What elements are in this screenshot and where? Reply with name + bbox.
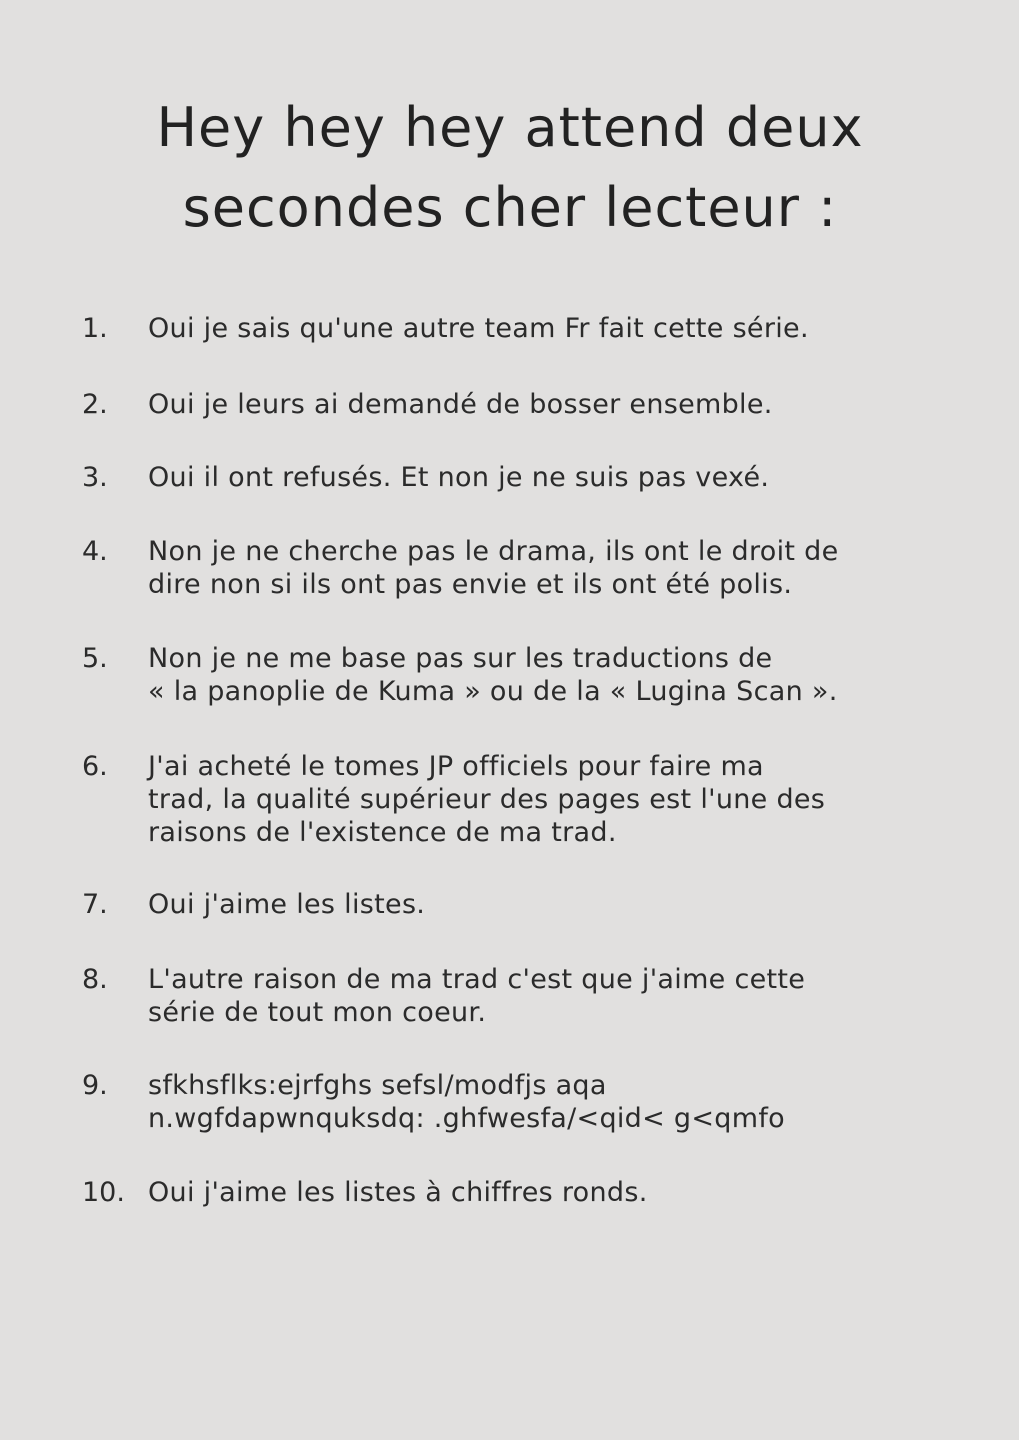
- list-item-text: Oui je leurs ai demandé de bosser ensemble.: [148, 389, 773, 420]
- list-item-text: sfkhsflks:ejrfghs sefsl/modfjs aqa n.wgfdapwnquksdq: .ghfwesfa/<qid< g<qmfo: [148, 1070, 785, 1134]
- list-item-text: Oui il ont refusés. Et non je ne suis pas vexé.: [148, 462, 770, 493]
- list-item-text: J'ai acheté le tomes JP officiels pour faire ma trad, la qualité supérieur des pages est l'une des raisons de l'existence de ma trad.: [148, 751, 826, 848]
- list-item-text: Oui j'aime les listes.: [148, 889, 426, 920]
- list-item: [82, 963, 962, 1029]
- list-item-text: Non je ne cherche pas le drama, ils ont le droit de dire non si ils ont pas envie et ils ont été polis.: [148, 536, 839, 600]
- list-item-text: L'autre raison de ma trad c'est que j'aime cette série de tout mon coeur.: [148, 964, 806, 1028]
- list-item-number: 7.: [82, 889, 108, 920]
- list-item-number: 8.: [82, 964, 108, 995]
- list-item-text: Non je ne me base pas sur les traductions de « la panoplie de Kuma » ou de la « Lugina Scan ».: [148, 643, 838, 707]
- title-line-2: secondes cher lecteur :: [182, 176, 838, 239]
- list-item: [82, 388, 962, 421]
- list-item-text: Oui je sais qu'une autre team Fr fait cette série.: [148, 313, 809, 344]
- list-item-number: 6.: [82, 751, 108, 782]
- list-item-number: 4.: [82, 536, 108, 567]
- list-item-number: 3.: [82, 462, 108, 493]
- list-item-number: 9.: [82, 1070, 108, 1101]
- list-item: [82, 461, 962, 494]
- list-item-number: 10.: [82, 1177, 125, 1208]
- list-item: [82, 535, 962, 601]
- list-item: [82, 1176, 962, 1209]
- list-item-number: 2.: [82, 389, 108, 420]
- list-item-text: Oui j'aime les listes à chiffres ronds.: [148, 1177, 648, 1208]
- list-item: [82, 888, 962, 921]
- list-item-number: 1.: [82, 313, 108, 344]
- list-item: [82, 1069, 962, 1135]
- list-item: [82, 642, 962, 708]
- list-item: [82, 750, 962, 849]
- list-item: [82, 312, 962, 345]
- list-item-number: 5.: [82, 643, 108, 674]
- title-line-1: Hey hey hey attend deux: [156, 96, 864, 159]
